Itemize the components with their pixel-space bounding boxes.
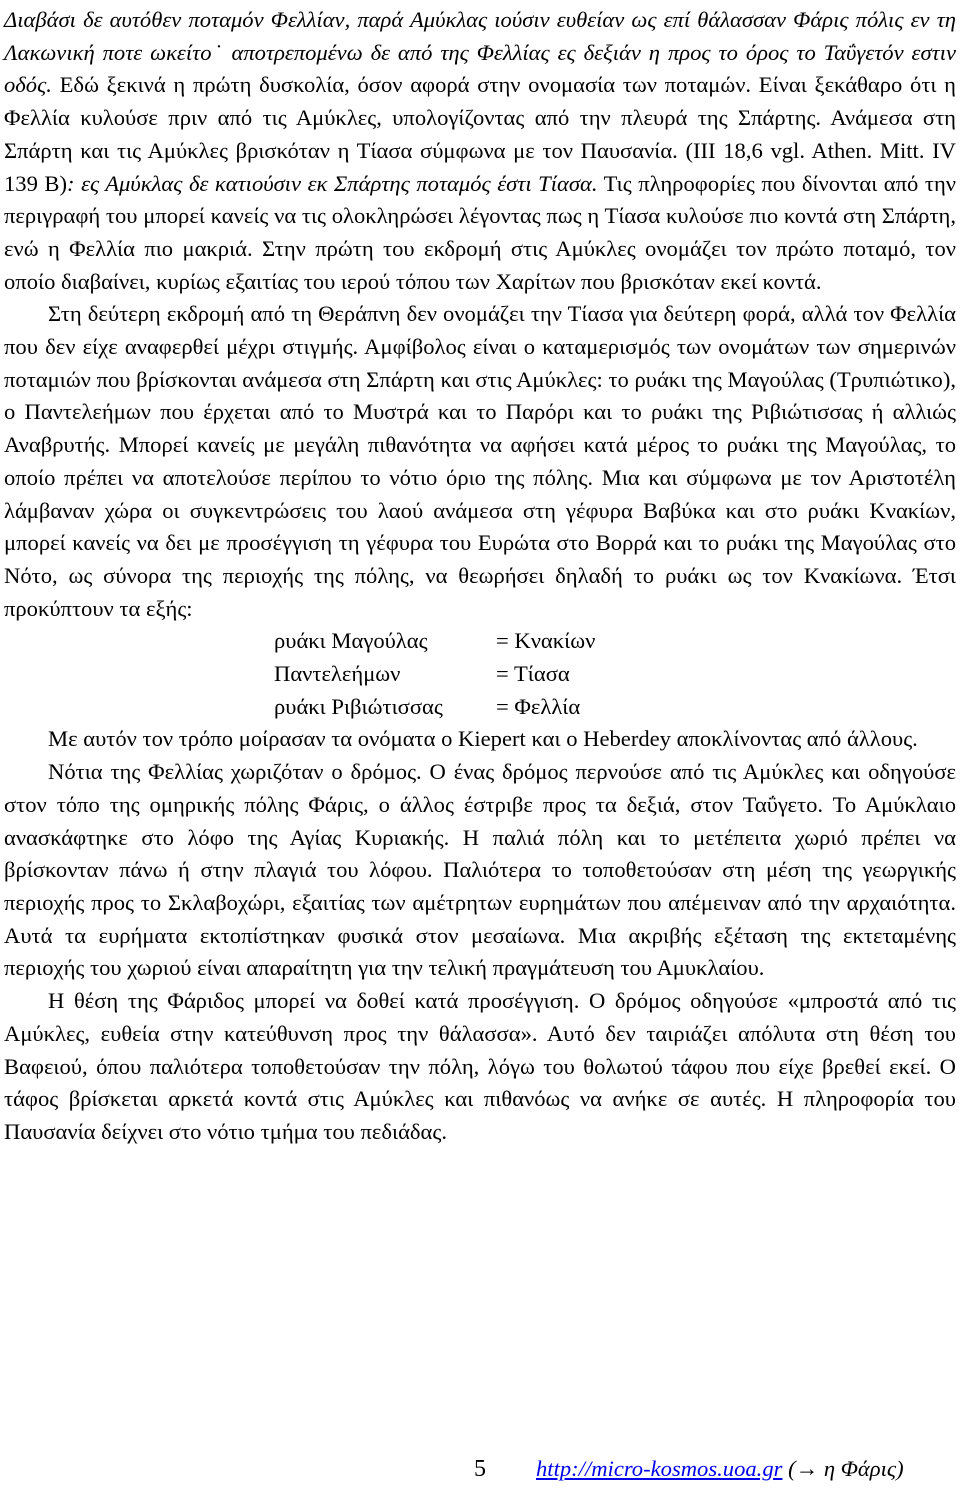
footer-paren-open: (	[782, 1456, 796, 1481]
footer-url-link[interactable]: http://micro-kosmos.uoa.gr	[536, 1456, 783, 1481]
equivalence-left: ρυάκι Μαγούλας	[274, 628, 428, 654]
river-equivalence-list	[274, 625, 956, 723]
equivalence-row	[274, 625, 956, 658]
quote-pausanias-tiasa: : ες Αμύκλας δε κατιούσιν εκ Σπάρτης ποταμός έστι Τίασα.	[67, 170, 598, 196]
arrow-right-icon: →	[795, 1456, 819, 1481]
paragraph-4: Νότια της Φελλίας χωριζόταν ο δρόμος. Ο ένας δρόμος περνούσε από τις Αμύκλες και οδηγούσε στον τόπο της ομηρικής πόλης Φάρις, ο άλλος έστριβε προς τα δεξιά, στον Ταΰγετο. Το Αμύκλαιο ανασκάφτηκε στο λόφο της Αγίας Κυριακής. Η παλιά πόλη και το μετέπειτα χωριό πρέπει να βρίσκονταν πάνω ή στην πλαγιά του λόφου. Παλιότερα το τοποθετούσαν στη μέση της γεωργικής περιοχής προς το Σκλαβοχώρι, εξαιτίας των αμέτρητων ευρημάτων που απέμειναν από την αρχαιότητα. Αυτά τα ευρήματα εκτοπίστηκαν φυσικά στον μεσαίωνα. Μια ακριβής εξέταση της εκτεταμένης περιοχής του χωριού είναι απαραίτητη για την τελική πραγμάτευση του Αμυκλαίου.	[4, 759, 956, 981]
footer-link-group	[536, 1452, 904, 1486]
equivalence-right: = Φελλία	[496, 693, 581, 719]
paragraph-1-text-a: Εδώ ξεκινά η πρώτη δυσκολία, όσον αφορά στην ονομασία των ποταμών. Είναι ξεκάθαρο ότι η Φελλία κυλούσε πριν από τις Αμύκλες, υπολογίζοντας από την πλευρά της Σπάρτης. Ανάμεσα στη Σπάρτη και τις Αμύκλες βρισκόταν η Τίασα σύμφωνα με τον Παυσανία. (ΙΙΙ 18,6 vgl. Athen. Mitt. IV 139 B)	[4, 72, 956, 196]
equivalence-left: ρυάκι Ριβιώτισσας	[274, 693, 443, 719]
document-page	[4, 0, 956, 1482]
footer-target-label: η Φάρις)	[818, 1456, 904, 1481]
paragraph-5: Η θέση της Φάριδος μπορεί να δοθεί κατά προσέγγιση. Ο δρόμος οδηγούσε «μπροστά από τις Αμύκλες, ευθεία στην κατεύθυνση προς την θάλασσα». Αυτό δεν ταιριάζει απόλυτα στη θέση του Βαφειού, όπου παλιότερα τοποθετούσαν την πόλη, λόγω του θολωτού τάφου που είχε βρεθεί εκεί. Ο τάφος βρίσκεται αρκετά κοντά στις Αμύκλες και πιθανόως να ανήκε σε αυτές. Η πληροφορία του Παυσανία δείχνει στο νότιο τμήμα του πεδιάδας.	[4, 988, 956, 1144]
equivalence-right: = Κνακίων	[496, 628, 596, 654]
paragraph-3: Με αυτόν τον τρόπο μοίρασαν τα ονόματα ο Kiepert και ο Heberdey αποκλίνοντας από άλλους.	[48, 726, 918, 752]
equivalence-row	[274, 658, 956, 691]
equivalence-left: Παντελεήμων	[274, 661, 401, 687]
equivalence-right: = Τίασα	[496, 661, 570, 687]
paragraph-1	[4, 0, 956, 298]
quote-pausanias-intro: Διαβάσι δε αυτόθεν ποταμόν Φελλίαν, παρά Αμύκλας ιούσιν ευθείαν ως επί θάλασσαν Φάρις πόλις εν τη Λακωνική ποτε ωκείτο˙ αποτρεπομένω δε από της Φελλίας ες δεξιάν η προς το όρος το Ταΰγετόν εστιν οδός.	[4, 7, 956, 98]
equivalence-row	[274, 691, 956, 724]
page-number: 5	[474, 1456, 486, 1482]
paragraph-2: Στη δεύτερη εκδρομή από τη Θεράπνη δεν ονομάζει την Τίασα για δεύτερη φορά, αλλά τον Φελλία που δεν είχε αναφερθεί μέχρι στιγμής. Αμφίβολος είναι ο καταμερισμός των ονομάτων των σημερινών ποταμιών που βρίσκονται ανάμεσα στη Σπάρτη και στις Αμύκλες: το ρυάκι της Μαγούλας (Τρυπιώτικο), ο Παντελεήμων που έρχεται από το Μυστρά και το Παρόρι και το ρυάκι της Ριβιώτισσας ή αλλιώς Αναβρυτής. Μπορεί κανείς με μεγάλη πιθανότητα να αφήσει κατά μέρος το ρυάκι της Μαγούλας, το οποίο πρέπει να αποτελούσε περίπου το νότιο όριο της πόλης. Μια και σύμφωνα με τον Αριστοτέλη λάμβαναν χώρα οι συγκεντρώσεις του λαού ανάμεσα στη γέφυρα Βαβύκα και στο ρυάκι Κνακίων, μπορεί κανείς να δει με προσέγγιση τη γέφυρα του Ευρώτα στο Βορρά και το ρυάκι της Μαγούλας στο Νότο, ως σύνορα της περιοχής της πόλης, να θεωρήσει δηλαδή το ρυάκι ως τον Κνακίωνα. Έτσι προκύπτουν τα εξής:	[4, 301, 956, 621]
page-footer	[4, 1452, 956, 1486]
paragraph-1-text-b: Τις πληροφορίες που δίνονται από την περιγραφή του μπορεί κανείς να τις ολοκληρώσει λέγοντας πως η Τίασα κυλούσε πιο κοντά στη Σπάρτη, ενώ η Φελλία πιο μακριά. Στην πρώτη του εκδρομή στις Αμύκλες ονομάζει τον πρώτο ποταμό, τον οποίο διαβαίνει, κυρίως εξαιτίας του ιερού τόπου των Χαρίτων που βρισκόταν εκεί κοντά.	[4, 170, 956, 294]
